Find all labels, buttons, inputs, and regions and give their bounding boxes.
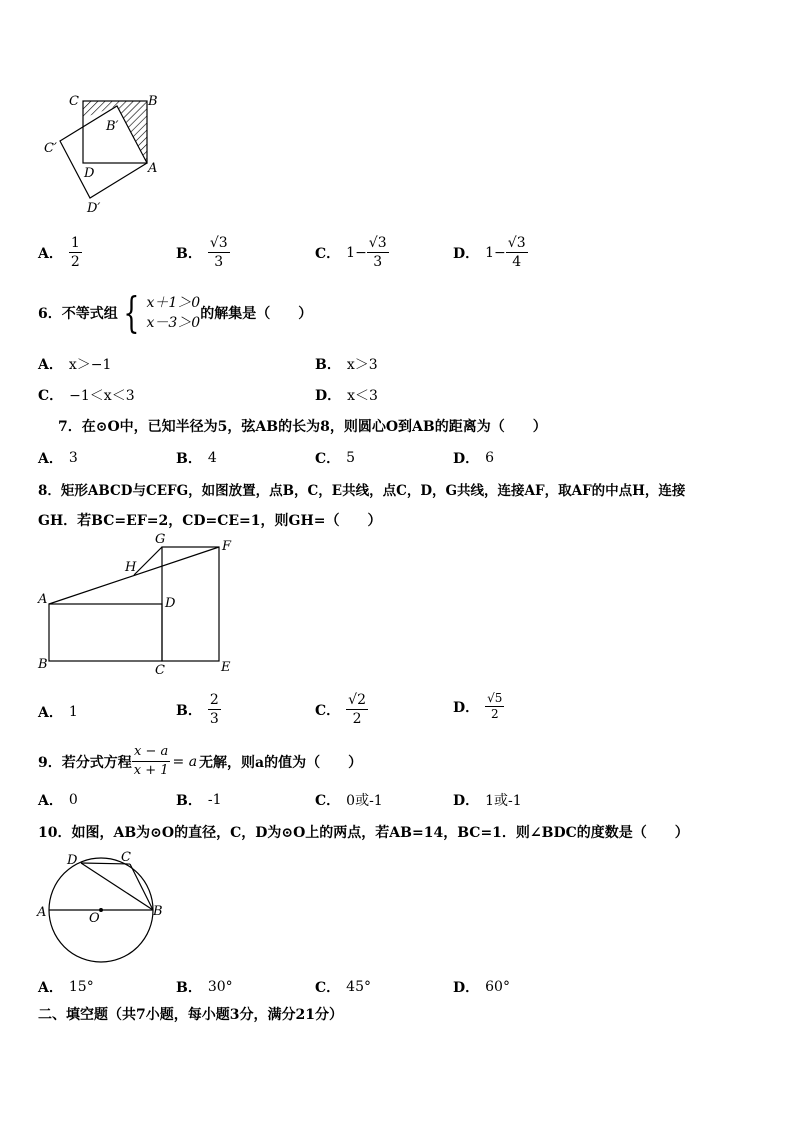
q5-b-fraction: $\frac{√3}{3}$: [209, 235, 228, 270]
fig5-label-Cp: C′: [44, 141, 57, 156]
q6-option-a[interactable]: A． x＞−1: [38, 357, 112, 373]
q8-label-C: C: [155, 663, 165, 678]
q10-label-B: B: [153, 904, 163, 919]
fig5-label-A: A: [148, 161, 158, 176]
fig5-label-B: B: [148, 94, 158, 109]
q8-figure: [34, 528, 244, 680]
q9-stem: 9．若分式方程 $\frac{x - a}{x + 1}$ = a 无解，则a的值为（ ）: [38, 744, 363, 778]
q8-label-B: B: [38, 657, 48, 672]
q10-figure: [34, 848, 174, 968]
q10-option-a[interactable]: A． 15°: [38, 979, 94, 996]
q7-stem: 7．在⊙O中，已知半径为5，弦AB的长为8，则圆心O到AB的距离为（ ）: [58, 419, 547, 435]
q5-figure: [40, 88, 170, 218]
q5-d-fraction: $\frac{√3}{4}$: [507, 235, 526, 270]
q7-option-c[interactable]: C． 5: [315, 450, 356, 467]
q5-option-d[interactable]: D． 1− $\frac{√3}{4}$: [453, 235, 526, 270]
q8-option-b[interactable]: B． $\frac{2}{3}$: [176, 692, 219, 727]
q8-label-D: D: [165, 596, 176, 611]
q5-option-b[interactable]: B． $\frac{√3}{3}$: [176, 235, 228, 270]
q6-option-d[interactable]: D． x＜3: [315, 388, 378, 404]
fig5-label-C: C: [69, 94, 79, 109]
q10-label-A: A: [37, 905, 47, 920]
q5-a-fraction: $\frac{1}{2}$: [70, 235, 80, 270]
q10-option-d[interactable]: D． 60°: [453, 979, 510, 996]
fig5-label-Bp: B′: [106, 119, 119, 134]
q5-option-a[interactable]: A． $\frac{1}{2}$: [38, 235, 80, 270]
q8-stem-line2: GH．若BC=EF=2，CD=CE=1，则GH=（ ）: [38, 513, 382, 529]
q8-option-a[interactable]: A． 1: [38, 704, 78, 721]
q10-option-c[interactable]: C． 45°: [315, 979, 371, 996]
q6-option-b[interactable]: B． x＞3: [315, 357, 378, 373]
q8-stem-line1: 8．矩形ABCD与CEFG，如图放置，点B，C，E共线，点C，D，G共线，连接AF，取AF的中点H，连接: [38, 483, 686, 499]
q7-option-d[interactable]: D． 6: [453, 450, 495, 467]
q5-option-c[interactable]: C． 1− $\frac{√3}{3}$: [315, 235, 387, 270]
q5-c-fraction: $\frac{√3}{3}$: [368, 235, 387, 270]
q8-label-G: G: [155, 532, 166, 547]
q10-option-b[interactable]: B． 30°: [176, 979, 233, 996]
q8-option-c[interactable]: C． $\frac{√2}{2}$: [315, 692, 366, 727]
q6-system: { x＋1＞0 x－3＞0: [123, 288, 201, 337]
q9-fraction: $\frac{x - a}{x + 1}$: [133, 744, 169, 778]
q10-label-O: O: [89, 911, 100, 926]
q6-option-c[interactable]: C． −1＜x＜3: [38, 388, 135, 404]
q7-option-b[interactable]: B． 4: [176, 450, 217, 467]
q10-label-C: C: [121, 850, 131, 865]
q9-option-b[interactable]: B． -1: [176, 792, 222, 809]
fig5-label-D: D: [84, 166, 95, 181]
q8-label-E: E: [221, 660, 231, 675]
section-2-title: 二、填空题（共7小题，每小题3分，满分21分）: [38, 1007, 343, 1023]
q6-stem: 6．不等式组 { x＋1＞0 x－3＞0 的解集是（ ）: [38, 288, 313, 337]
q10-stem: 10．如图，AB为⊙O的直径，C，D为⊙O上的两点，若AB=14，BC=1．则∠BDC的度数是（ ）: [38, 825, 689, 841]
q8-option-d[interactable]: D． $\frac{√5}{2}$: [453, 691, 503, 721]
q9-option-d[interactable]: D． 1或-1: [453, 793, 522, 809]
q8-label-A: A: [38, 592, 48, 607]
q7-option-a[interactable]: A． 3: [38, 450, 78, 467]
q8-label-H: H: [125, 560, 137, 575]
q10-label-D: D: [67, 853, 78, 868]
fig5-label-Dp: D′: [87, 201, 101, 216]
q9-option-c[interactable]: C． 0或-1: [315, 793, 383, 809]
q8-label-F: F: [222, 539, 232, 554]
q9-option-a[interactable]: A． 0: [38, 792, 78, 809]
